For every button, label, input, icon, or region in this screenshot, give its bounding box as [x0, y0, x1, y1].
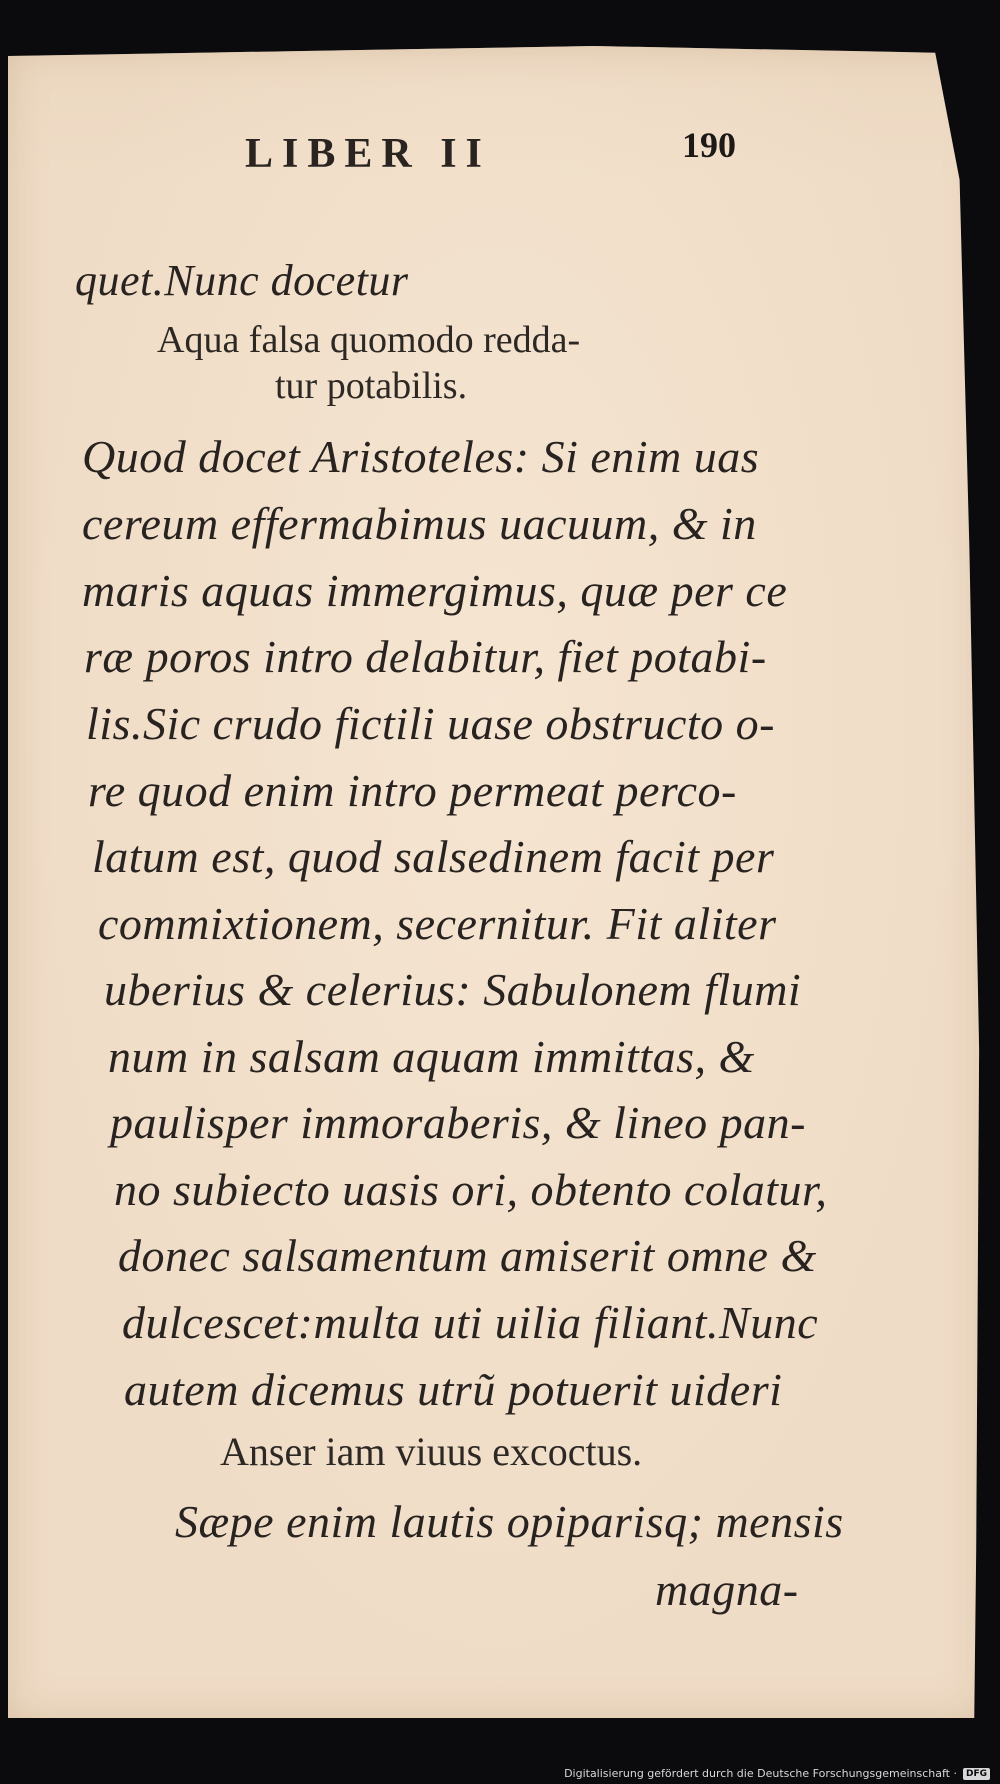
text-line: Quod docet Aristoteles: Si enim uas: [82, 431, 760, 482]
running-head: LIBER II: [245, 131, 491, 177]
section-heading: Aqua falsa quomodo redda-: [157, 319, 581, 361]
text-line: paulisper immoraberis, & lineo pan-: [110, 1097, 806, 1148]
text-line: autem dicemus utrũ potuerit uideri: [124, 1364, 783, 1415]
digitization-credit: [564, 1767, 990, 1780]
text-line: uberius & celerius: Sabulonem flumi: [104, 964, 802, 1015]
text-line: latum est, quod salsedinem facit per: [92, 831, 775, 882]
dfg-logo-icon: DFG: [963, 1768, 990, 1780]
text-line: donec salsamentum amiserit omne &: [118, 1230, 817, 1281]
text-line: Sæpe enim lautis opiparisq; mensis: [175, 1496, 844, 1547]
text-line: quet.Nunc docetur: [75, 256, 409, 305]
page-header: [0, 125, 1000, 190]
section-heading: tur potabilis.: [275, 365, 468, 407]
text-line: ræ poros intro delabitur, fiet potabi-: [84, 631, 767, 682]
text-line: maris aquas immergimus, quæ per ce: [82, 565, 788, 616]
text-line: lis.Sic crudo fictili uase obstructo o-: [86, 698, 775, 749]
catchword: magna-: [655, 1564, 799, 1615]
text-line: no subiecto uasis ori, obtento colatur,: [114, 1164, 828, 1215]
credit-text: Digitalisierung gefördert durch die Deutsche Forschungsgemeinschaft ·: [564, 1767, 957, 1780]
text-line: re quod enim intro permeat perco-: [88, 765, 737, 816]
text-line: num in salsam aquam immittas, &: [108, 1031, 755, 1082]
text-line: dulcescet:multa uti uilia filiant.Nunc: [122, 1297, 819, 1348]
folio-number: 190: [682, 125, 736, 165]
text-line: commixtionem, secernitur. Fit aliter: [98, 898, 777, 949]
text-line: cereum effermabimus uacuum, & in: [82, 498, 757, 549]
section-heading: Anser iam viuus excoctus.: [220, 1429, 643, 1474]
